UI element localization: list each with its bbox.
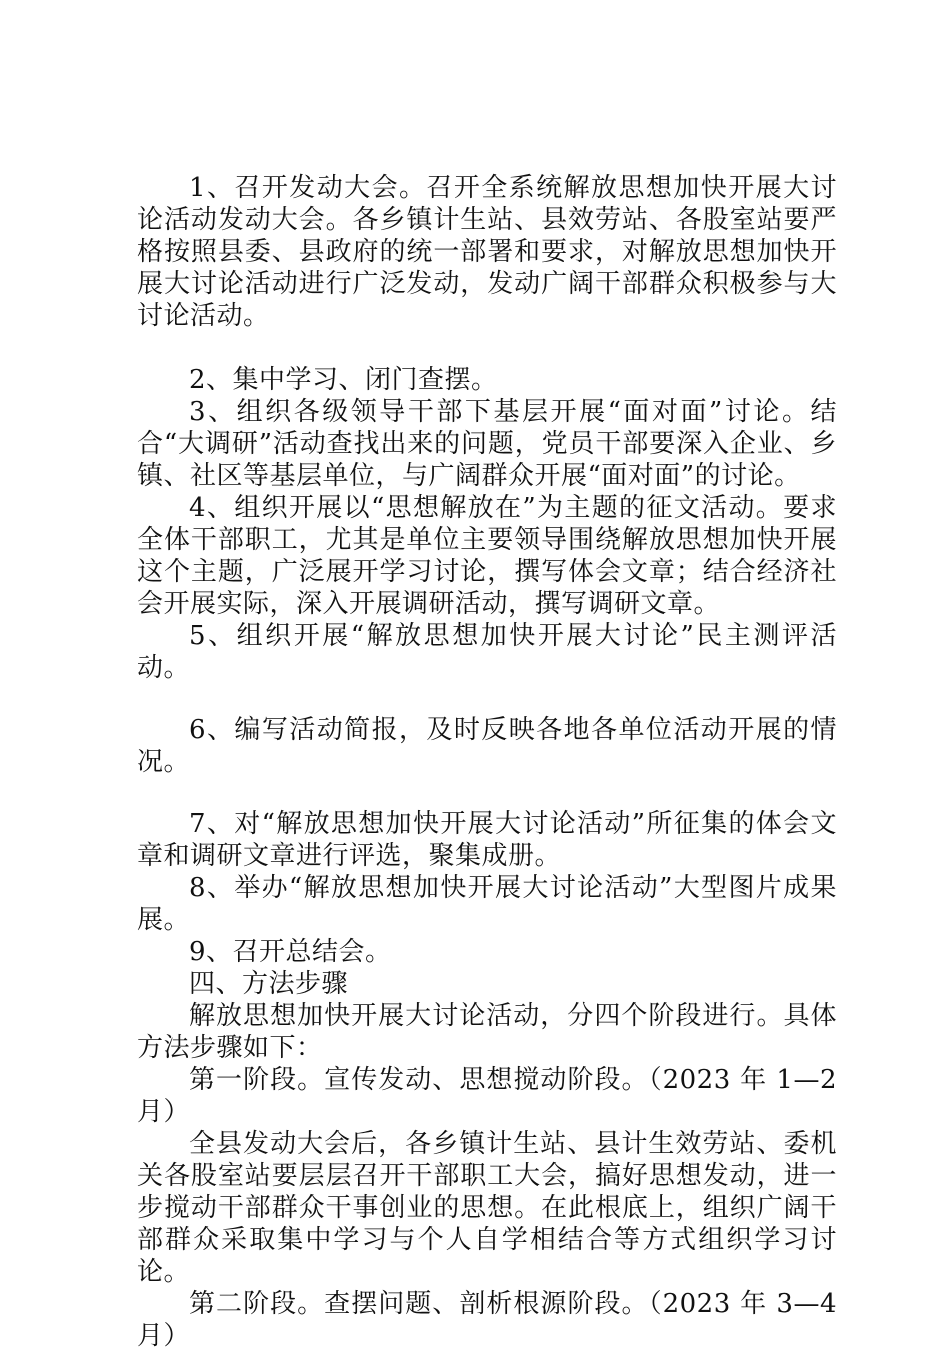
document-body	[137, 172, 837, 1352]
paragraph-item-7: 7、对“解放思想加快开展大讨论活动”所征集的体会文章和调研文章进行评选，聚集成册。	[137, 809, 837, 871]
paragraph-item-2: 2、集中学习、闭门查摆。	[189, 365, 498, 395]
paragraph-item-9: 9、召开总结会。	[189, 937, 392, 967]
paragraph-item-6: 6、编写活动简报，及时反映各地各单位活动开展的情况。	[137, 715, 837, 777]
paragraph-item-8: 8、举办“解放思想加快开展大讨论活动”大型图片成果展。	[137, 873, 837, 935]
paragraph-item-5: 5、组织开展“解放思想加快开展大讨论”民主测评活动。	[137, 621, 837, 683]
paragraph-method-intro: 解放思想加快开展大讨论活动，分四个阶段进行。具体方法步骤如下：	[137, 1001, 837, 1063]
stage-one-body: 全县发动大会后，各乡镇计生站、县计生效劳站、委机关各股室站要层层召开干部职工大会，搞好思想发动，进一步搅动干部群众干事创业的思想。在此根底上，组织广阔干部群众采取集中学习与个人自学相结合等方式组织学习讨论。	[137, 1129, 837, 1287]
stage-one-heading: 第一阶段。宣传发动、思想搅动阶段。（2023 年 1—2 月）	[137, 1065, 837, 1127]
paragraph-item-1: 1、召开发动大会。召开全系统解放思想加快开展大讨论活动发动大会。各乡镇计生站、县效劳站、各股室站要严格按照县委、县政府的统一部署和要求，对解放思想加快开展大讨论活动进行广泛发动，发动广阔干部群众积极参与大讨论活动。	[137, 173, 837, 331]
paragraph-item-4: 4、组织开展以“思想解放在”为主题的征文活动。要求全体干部职工，尤其是单位主要领导围绕解放思想加快开展这个主题，广泛展开学习讨论，撰写体会文章；结合经济社会开展实际，深入开展调研活动，撰写调研文章。	[137, 493, 837, 619]
paragraph-item-3: 3、组织各级领导干部下基层开展“面对面”讨论。结合“大调研”活动查找出来的问题，党员干部要深入企业、乡镇、社区等基层单位，与广阔群众开展“面对面”的讨论。	[137, 397, 837, 491]
stage-two-heading: 第二阶段。查摆问题、剖析根源阶段。（2023 年 3—4 月）	[137, 1289, 837, 1351]
section-heading: 四、方法步骤	[189, 969, 349, 999]
